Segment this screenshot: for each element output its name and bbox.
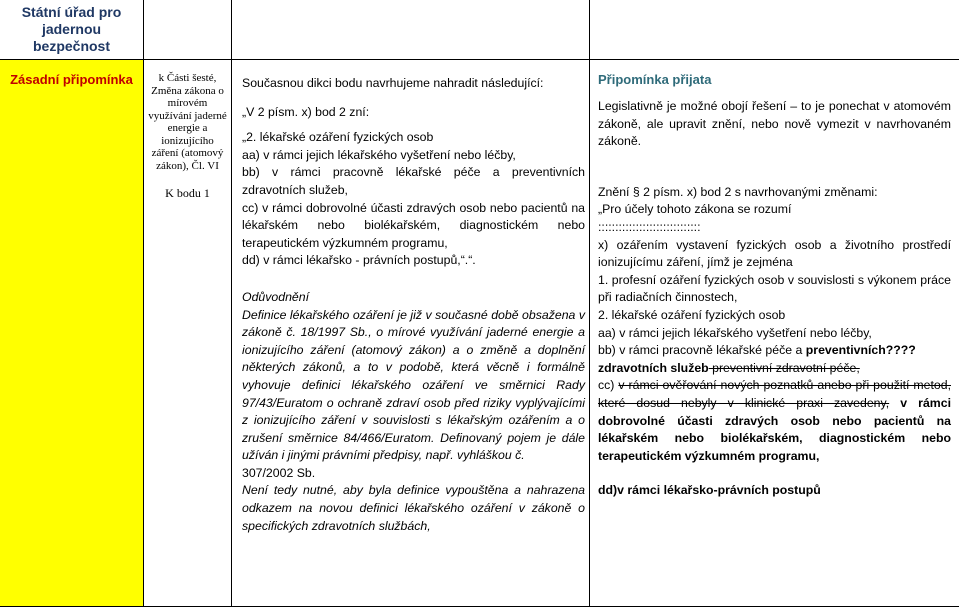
authority-title: Státní úřad pro jadernou bezpečnost — [21, 4, 122, 54]
comment-type-cell — [0, 60, 144, 607]
comment-text-cell — [232, 60, 590, 607]
reference-cell — [144, 60, 232, 607]
bb-line: bb) v rámci pracovně lékařské péče a preventivních zdravotních služeb, — [242, 165, 585, 197]
justification-ref: 307/2002 Sb. — [242, 465, 316, 480]
justification-text: Definice lékařského ozáření je již v současné době obsažena v zákoně č. 18/1997 Sb., o mírové využívání jaderné energie a ionizujícího záření (atomový zákon) a o změně a doplnění některých zákonů, a to v podobě, která věcně i formálně vyhovuje definici lékařského ozáření ve směrnici Rady 97/43/Euratom o ochraně zdraví osob před riziky vyplývajícími z ionizujícího záření v souvislosti s lékařským ozářením a o zrušení směrnice 84/466/Euratom. Definovaný pojem je dále užíván i jinými právními předpisy, např. vyhláškou č. — [242, 307, 585, 463]
v-line: „V 2 písm. x) bod 2 zní: — [242, 104, 370, 119]
point-reference: K bodu 1 — [165, 186, 210, 200]
omission-line: :::::::::::::::::::::::::::::: — [598, 219, 701, 234]
dd-line: dd) v rámci lékařsko - právních postupů,“.“. — [242, 253, 476, 268]
header-cell-empty — [590, 0, 959, 60]
aa-line-4: aa) v rámci jejich lékařského vyšetření nebo léčby, — [598, 325, 872, 340]
header-cell — [0, 0, 144, 60]
settlement-cell — [590, 60, 959, 607]
cc-line-4 — [598, 377, 951, 465]
two-line: 2. lékařské ozáření fyzických osob — [598, 307, 786, 322]
x-line: x) ozářením vystavení fyzických osob a životního prostředí ionizujícímu záření, jímž je zejména — [598, 237, 951, 270]
header-cell-empty — [144, 0, 232, 60]
reference-text: k Části šesté, Změna zákona o mírovém využívání jaderné energie a ionizujícího záření (atomový zákon), Čl. VI — [148, 72, 227, 172]
dd-line-4: dd)v rámci lékařsko-právních postupů — [598, 483, 821, 498]
bb-struck: preventivní zdravotní péče, — [708, 360, 860, 375]
intro-text: Současnou dikci bodu navrhujeme nahradit následující: — [242, 76, 544, 90]
cc-line: cc) v rámci dobrovolné účasti zdravých osob nebo pacientů na lékařském nebo biolékařském, diagnostickém nebo terapeutickém výzkumném programu, — [242, 200, 585, 250]
wording-title: Znění § 2 písm. x) bod 2 s navrhovanými změnami: — [598, 184, 878, 199]
settlement-text: Legislativně je možné obojí řešení – to je ponechat v atomovém zákoně, ale upravit znění, nebo nově vymezit v navrhovaném zákoně. — [598, 99, 951, 149]
header-cell-empty — [232, 0, 590, 60]
bb-text: bb) v rámci pracovně lékařské péče a — [598, 343, 806, 358]
cc-struck: v rámci ověřování nových poznatků anebo při použití metod, které dosud nebyly v klinické praxi zavedeny, — [598, 378, 951, 410]
justification-title: Odůvodnění — [242, 289, 310, 304]
quote-line: „Pro účely tohoto zákona se rozumí — [598, 202, 792, 217]
status-label: Připomínka přijata — [598, 72, 712, 87]
bb-bold: preventivních???? — [805, 343, 916, 358]
b2-line: „2. lékařské ozáření fyzických osob — [242, 130, 434, 145]
cc-bold: v rámci dobrovolné účasti zdravých osob nebo pacientů na lékařském nebo biolékařském, diagnostickém nebo terapeutickém výzkumném programu, — [598, 395, 951, 463]
one-line: 1. profesní ozáření fyzických osob v souvislosti s výkonem práce při radiačních činnostech, — [598, 272, 951, 305]
justification-text-2: Není tedy nutné, aby byla definice vypouštěna a nahrazena odkazem na novou definici lékařského ozáření v zákoně o specifických zdravotních službách, — [242, 483, 585, 533]
comment-type-label: Zásadní připomínka — [10, 72, 133, 87]
aa-line: aa) v rámci jejich lékařského vyšetření nebo léčby, — [242, 147, 516, 162]
cc-prefix: cc) — [598, 378, 619, 393]
bb-line-4 — [598, 342, 951, 377]
bb-bold-2: zdravotních služeb — [598, 360, 709, 375]
